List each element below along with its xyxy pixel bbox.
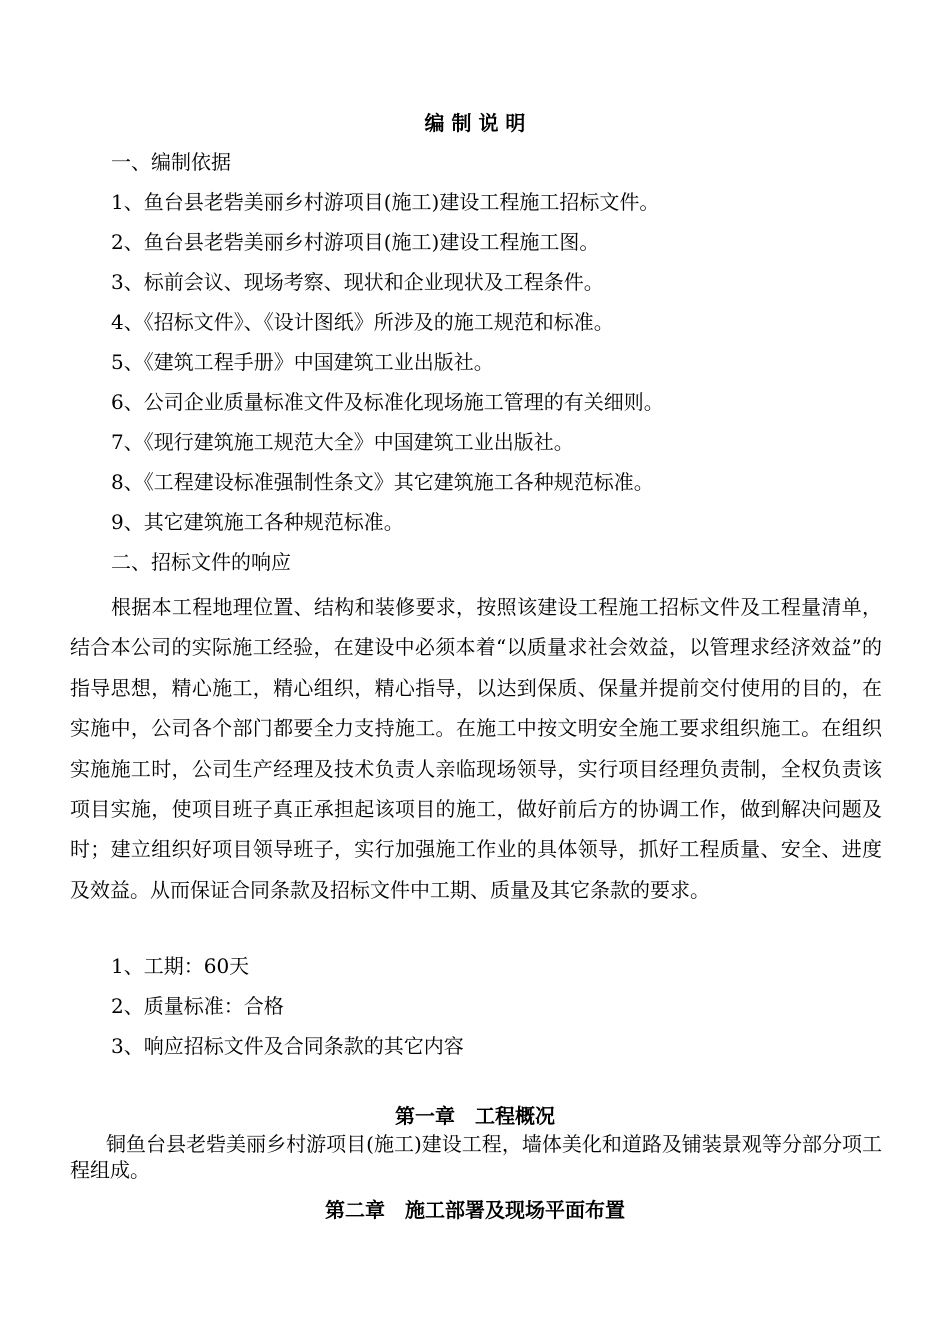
section-heading-response: 二、招标文件的响应 <box>111 550 291 574</box>
response-item-1: 1、工期：60天 <box>111 954 250 978</box>
basis-item-6: 6、公司企业质量标准文件及标准化现场施工管理的有关细则。 <box>111 390 664 414</box>
chapter1-title: 第一章 工程概况 <box>395 1104 555 1128</box>
document-title: 编 制 说 明 <box>424 111 526 135</box>
basis-item-3: 3、标前会议、现场考察、现状和企业现状及工程条件。 <box>111 270 604 294</box>
basis-item-5: 5、《建筑工程手册》中国建筑工业出版社。 <box>111 350 494 374</box>
response-paragraph: 根据本工程地理位置、结构和装修要求，按照该建设工程施工招标文件及工程量清单，结合本公司的实际施工经验，在建设中必须本着“以质量求社会效益，以管理求经济效益”的指导思想，精心施工，精心组织，精心指导，以达到保质、保量并提前交付使用的目的，在实施中，公司各个部门都要全力支持施工。在施工中按文明安全施工要求组织施工。在组织实施施工时，公司生产经理及技术负责人亲临现场领导，实行项目经理负责制，全权负责该项目实施，使项目班子真正承担起该项目的施工，做好前后方的协调工作，做到解决问题及时；建立组织好项目领导班子，实行加强施工作业的具体领导，抓好工程质量、安全、进度及效益。从而保证合同条款及招标文件中工期、质量及其它条款的要求。 <box>70 595 882 902</box>
basis-item-2: 2、鱼台县老砦美丽乡村游项目(施工)建设工程施工图。 <box>111 230 600 254</box>
section-heading-basis: 一、编制依据 <box>111 150 231 174</box>
basis-item-4: 4、《招标文件》、《设计图纸》所涉及的施工规范和标准。 <box>111 310 614 334</box>
basis-item-1: 1、鱼台县老砦美丽乡村游项目(施工)建设工程施工招标文件。 <box>111 190 660 214</box>
response-item-2: 2、质量标准：合格 <box>111 994 284 1018</box>
chapter1-paragraph: 铜鱼台县老砦美丽乡村游项目(施工)建设工程，墙体美化和道路及铺装景观等分部分项工程组成。 <box>70 1132 882 1182</box>
response-item-3: 3、响应招标文件及合同条款的其它内容 <box>111 1034 464 1058</box>
basis-item-8: 8、《工程建设标准强制性条文》其它建筑施工各种规范标准。 <box>111 470 654 494</box>
basis-item-7: 7、《现行建筑施工规范大全》中国建筑工业出版社。 <box>111 430 574 454</box>
basis-item-9: 9、其它建筑施工各种规范标准。 <box>111 510 404 534</box>
chapter2-title: 第二章 施工部署及现场平面布置 <box>325 1198 625 1222</box>
